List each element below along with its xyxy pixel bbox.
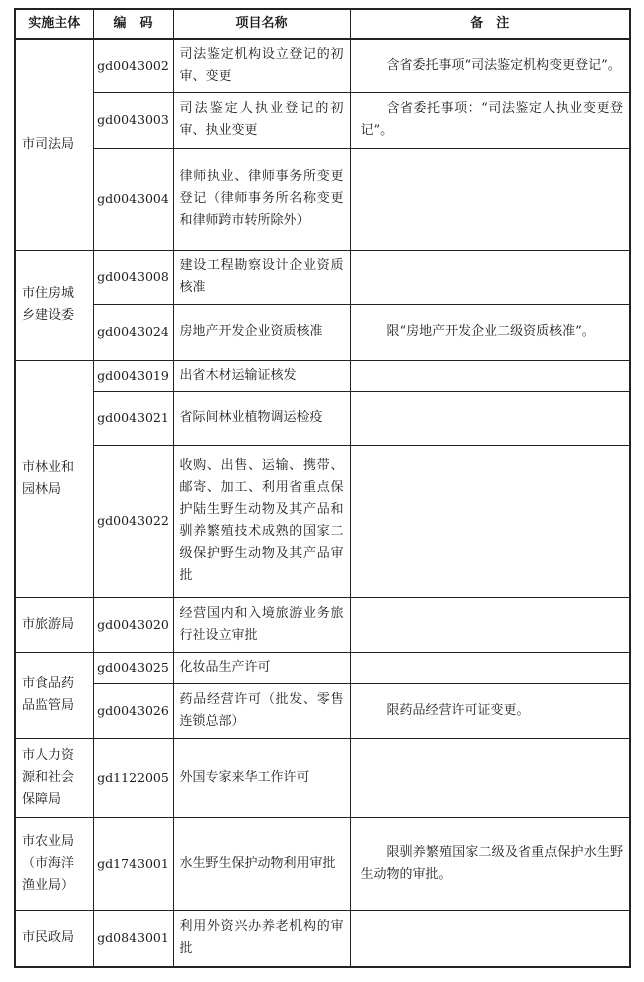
item-cell: 省际间林业植物调运检疫 [173,391,350,445]
note-cell: 含省委托事项：“司法鉴定人执业变更登记”。 [350,92,630,148]
code-cell: gd0043022 [93,445,173,597]
item-cell: 化妆品生产许可 [173,652,350,683]
note-cell [350,652,630,683]
code-cell: gd0043021 [93,391,173,445]
note-cell [350,391,630,445]
table-row [15,39,630,92]
note-cell [350,738,630,817]
code-cell: gd0043008 [93,250,173,304]
item-cell: 水生野生保护动物利用审批 [173,817,350,910]
table-row [15,304,630,360]
table-header-row [15,9,630,39]
note-cell [350,250,630,304]
code-cell: gd0043025 [93,652,173,683]
agency-cell: 市食品药品监管局 [15,652,93,738]
code-cell: gd0043024 [93,304,173,360]
item-cell: 利用外资兴办养老机构的审批 [173,910,350,967]
item-cell: 司法鉴定机构设立登记的初审、变更 [173,39,350,92]
code-cell: gd0043002 [93,39,173,92]
agency-cell: 市农业局（市海洋渔业局） [15,817,93,910]
code-cell: gd0843001 [93,910,173,967]
table-row [15,92,630,148]
code-cell: gd1122005 [93,738,173,817]
item-cell: 房地产开发企业资质核准 [173,304,350,360]
note-cell [350,910,630,967]
code-cell: gd0043020 [93,597,173,652]
header-item: 项目名称 [173,9,350,39]
note-cell [350,445,630,597]
item-cell: 建设工程勘察设计企业资质核准 [173,250,350,304]
approval-items-table [14,8,631,968]
table-row [15,817,630,910]
note-cell: 限药品经营许可证变更。 [350,683,630,738]
item-cell: 律师执业、律师事务所变更登记（律师事务所名称变更和律师跨市转所除外） [173,148,350,250]
item-cell: 收购、出售、运输、携带、邮寄、加工、利用省重点保护陆生野生动物及其产品和驯养繁殖技术成熟的国家二级保护野生动物及其产品审批 [173,445,350,597]
code-cell: gd0043026 [93,683,173,738]
table-row [15,360,630,391]
item-cell: 经营国内和入境旅游业务旅行社设立审批 [173,597,350,652]
table-row [15,391,630,445]
code-cell: gd0043004 [93,148,173,250]
header-code: 编 码 [93,9,173,39]
note-cell [350,148,630,250]
table-row [15,738,630,817]
agency-cell: 市林业和园林局 [15,360,93,597]
agency-cell: 市住房城乡建设委 [15,250,93,360]
table-row [15,445,630,597]
agency-cell: 市人力资源和社会保障局 [15,738,93,817]
table-row [15,910,630,967]
item-cell: 药品经营许可（批发、零售连锁总部） [173,683,350,738]
agency-cell: 市旅游局 [15,597,93,652]
table-row [15,597,630,652]
note-cell [350,597,630,652]
item-cell: 司法鉴定人执业登记的初审、执业变更 [173,92,350,148]
table-row [15,652,630,683]
table-row [15,148,630,250]
table-row [15,250,630,304]
header-note: 备 注 [350,9,630,39]
agency-cell: 市民政局 [15,910,93,967]
agency-cell: 市司法局 [15,39,93,250]
code-cell: gd0043003 [93,92,173,148]
code-cell: gd1743001 [93,817,173,910]
note-cell: 限“房地产开发企业二级资质核准”。 [350,304,630,360]
note-cell: 限驯养繁殖国家二级及省重点保护水生野生动物的审批。 [350,817,630,910]
item-cell: 出省木材运输证核发 [173,360,350,391]
note-cell: 含省委托事项“司法鉴定机构变更登记”。 [350,39,630,92]
item-cell: 外国专家来华工作许可 [173,738,350,817]
code-cell: gd0043019 [93,360,173,391]
table-row [15,683,630,738]
header-agency: 实施主体 [15,9,93,39]
note-cell [350,360,630,391]
